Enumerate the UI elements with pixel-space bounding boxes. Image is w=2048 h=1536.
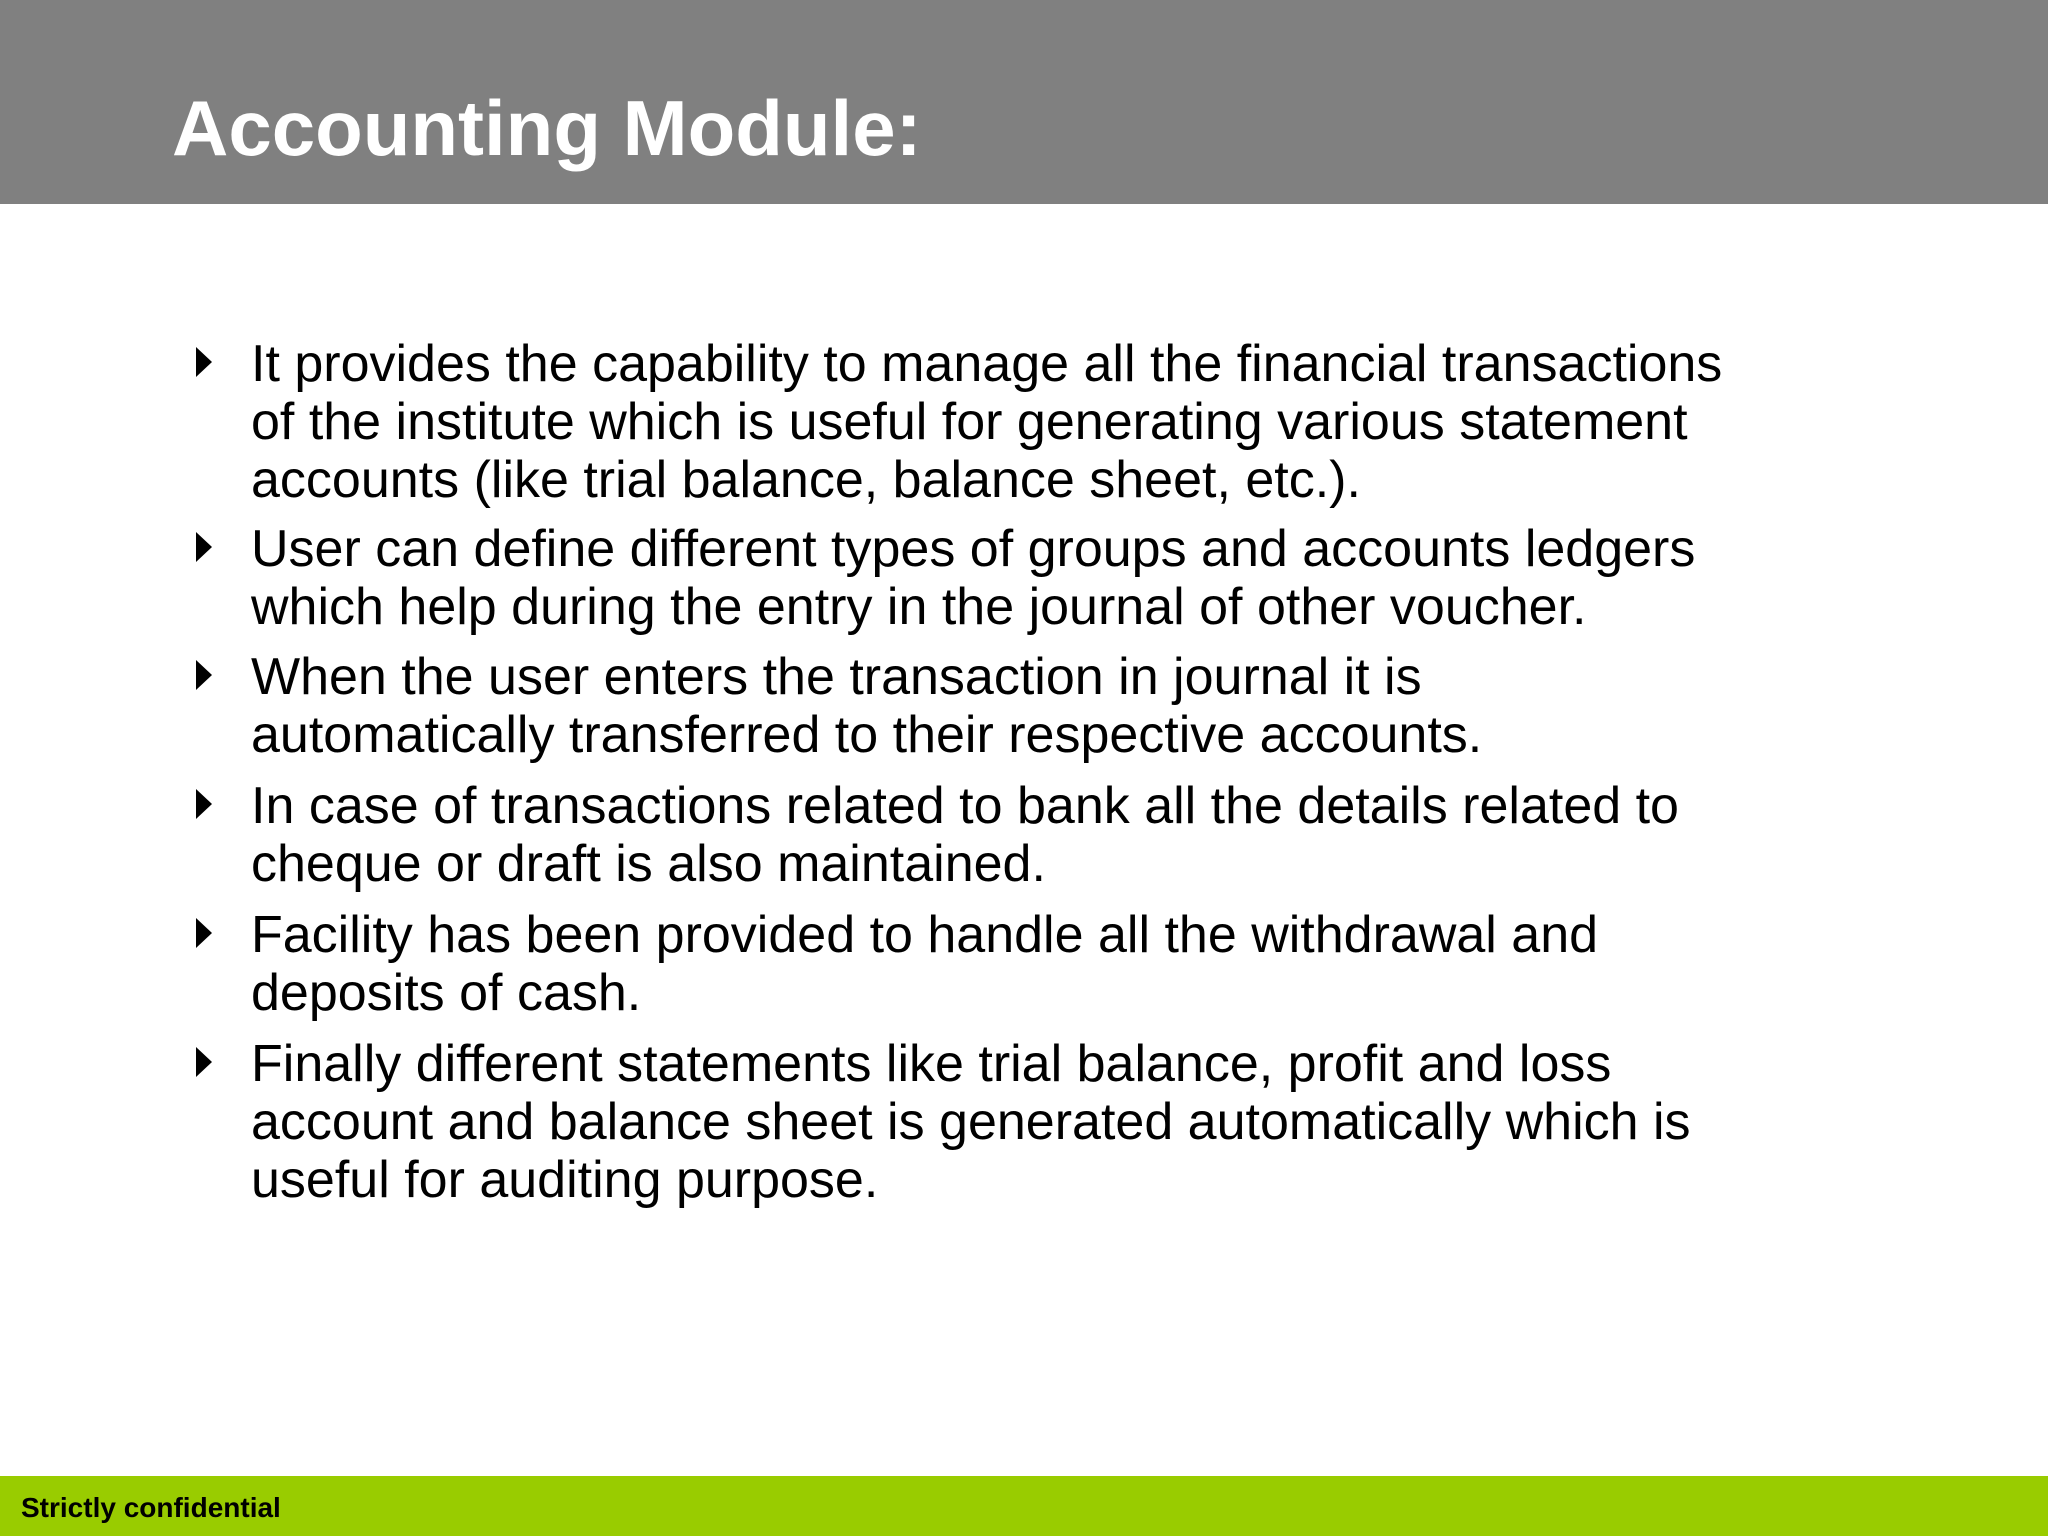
- triangle-right-icon: [196, 532, 212, 562]
- bullet-text: Facility has been provided to handle all the withdrawal and deposits of cash.: [251, 906, 1599, 1022]
- bullet-text: User can define different types of groups and accounts ledgers which help during the entry in the journal of other voucher.: [251, 520, 1696, 636]
- triangle-right-icon: [196, 1047, 212, 1077]
- bullet-text: It provides the capability to manage all the financial transactions of the institute which is useful for generating various statement accounts (like trial balance, balance sheet, etc.).: [251, 335, 1723, 509]
- triangle-right-icon: [196, 660, 212, 690]
- confidentiality-label: Strictly confidential: [21, 1492, 281, 1523]
- bullet-text: In case of transactions related to bank all the details related to cheque or draft is also maintained.: [251, 777, 1679, 893]
- slide-title: Accounting Module:: [172, 84, 922, 172]
- bullet-text: When the user enters the transaction in journal it is automatically transferred to their respective accounts.: [251, 648, 1483, 764]
- footer-bar: [0, 1476, 2048, 1536]
- triangle-right-icon: [196, 347, 212, 377]
- bullet-text: Finally different statements like trial balance, profit and loss account and balance sheet is generated automatically which is useful for auditing purpose.: [251, 1035, 1691, 1209]
- triangle-right-icon: [196, 918, 212, 948]
- title-bar: [0, 0, 2048, 204]
- triangle-right-icon: [196, 789, 212, 819]
